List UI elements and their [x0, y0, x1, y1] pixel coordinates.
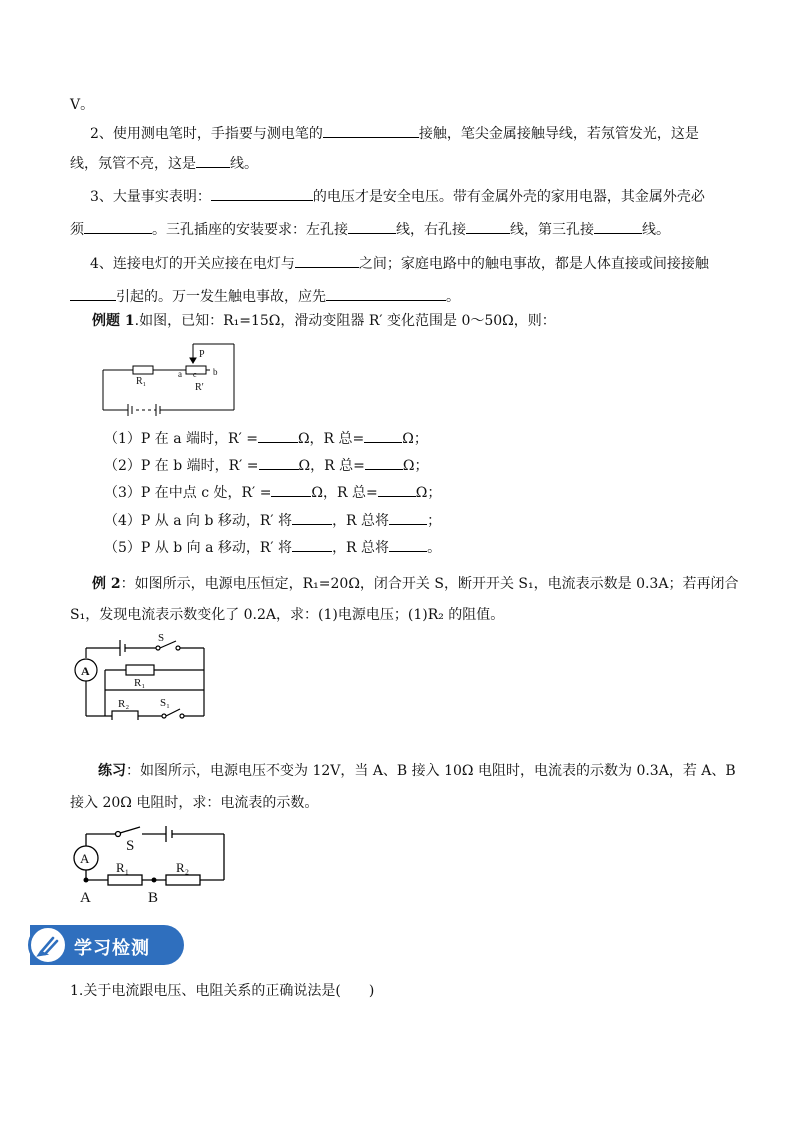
- label-s: S: [126, 838, 135, 854]
- pencil-icon: [28, 925, 68, 965]
- label-r-prime: R′: [195, 382, 204, 393]
- q3-text-d: 。三孔插座的安装要求：左孔接: [152, 222, 348, 238]
- section-title: 学习检测: [74, 938, 150, 959]
- q3-text-e: 线，右孔接: [396, 222, 466, 238]
- label-b: b: [213, 367, 218, 377]
- example-2-text-1: ：如图所示，电源电压恒定，R₁=20Ω，闭合开关 S，断开开关 S₁，电流表示数是 0.3A；若再闭合: [120, 576, 739, 592]
- example-1-prompt: [92, 312, 556, 330]
- blank[interactable]: [389, 511, 427, 525]
- example-1-circuit-diagram: [98, 340, 238, 416]
- example-2-label: 例 2: [92, 576, 121, 592]
- label-r1: R₁: [136, 376, 147, 387]
- q3-text-b: 的电压才是安全电压。带有金属外壳的家用电器，其金属外壳必: [312, 189, 705, 205]
- example-2-circuit-diagram: [72, 632, 212, 720]
- item-text-b: ，R 总将: [332, 540, 390, 556]
- blank[interactable]: [326, 287, 446, 301]
- practice-line-2: 接入 20Ω 电阻时，求：电流表的示数。: [70, 795, 319, 811]
- example-2-line-2: S₁，发现电流表示数变化了 0.2A，求：(1)电源电压；(1)R₂ 的阻值。: [70, 607, 505, 623]
- example-1-item-4: [104, 511, 441, 530]
- q4-text-a: 4、连接电灯的开关应接在电灯与: [90, 256, 295, 272]
- ammeter-label: A: [80, 851, 90, 866]
- section-banner: [30, 925, 184, 965]
- item-text-c: Ω；: [402, 431, 428, 447]
- q2-text-c: 线，氖管不亮，这是: [70, 156, 196, 172]
- question-2-line-2: [70, 154, 258, 173]
- label-r2: R₂: [118, 698, 130, 710]
- blank[interactable]: [292, 511, 332, 525]
- q4-text-c: 引起的。万一发生触电事故，应先: [116, 289, 326, 305]
- item-text-a: （2）P 在 b 端时，R′ =: [104, 458, 259, 474]
- blank[interactable]: [365, 456, 403, 470]
- example-1-item-3: [104, 483, 441, 502]
- example-1-item-2: [104, 456, 429, 475]
- blank[interactable]: [389, 538, 427, 552]
- label-s1: S₁: [160, 697, 170, 709]
- item-text-c: 。: [427, 540, 442, 556]
- blank[interactable]: [259, 456, 299, 470]
- label-r1: R₁: [116, 860, 130, 875]
- blank[interactable]: [378, 483, 416, 497]
- example-1-label: 例题 1: [92, 313, 135, 329]
- question-2-line-1: [90, 124, 699, 143]
- question-3-line-1: [90, 187, 705, 206]
- question-4-line-1: [90, 254, 709, 273]
- q3-text-c: 须: [70, 222, 84, 238]
- practice-circuit-diagram: [70, 820, 230, 906]
- blank[interactable]: [84, 220, 152, 234]
- blank[interactable]: [211, 187, 313, 201]
- practice-label: 练习: [98, 763, 126, 779]
- label-c: c: [193, 370, 197, 379]
- label-a: a: [178, 369, 182, 379]
- blank[interactable]: [295, 254, 359, 268]
- q2-text-d: 线。: [230, 156, 258, 172]
- item-text-c: Ω；: [402, 458, 429, 474]
- blank[interactable]: [292, 538, 332, 552]
- item-text-c: Ω；: [415, 485, 442, 501]
- item-text-a: （4）P 从 a 向 b 移动，R′ 将: [104, 513, 293, 529]
- point-b-label: B: [148, 890, 159, 906]
- q2-text-a: 2、使用测电笔时，手指要与测电笔的: [90, 126, 323, 142]
- blank[interactable]: [323, 124, 419, 138]
- blank[interactable]: [364, 429, 402, 443]
- item-text-b: ，R 总将: [332, 513, 390, 529]
- question-4-line-2: [70, 287, 460, 306]
- q4-text-b: 之间；家庭电路中的触电事故，都是人体直接或间接接触: [358, 256, 709, 272]
- blank[interactable]: [348, 220, 396, 234]
- practice-text-1: ：如图所示，电源电压不变为 12V，当 A、B 接入 10Ω 电阻时，电流表的示数为 0.3A，若 A、B: [126, 763, 736, 779]
- blank[interactable]: [70, 287, 116, 301]
- example-1-item-1: [104, 429, 428, 448]
- blank[interactable]: [594, 220, 642, 234]
- label-r1: R₁: [134, 677, 146, 689]
- quiz-question-1: 1.关于电流跟电压、电阻关系的正确说法是( ): [70, 983, 375, 999]
- item-text-c: ；: [427, 513, 442, 529]
- practice-line-1: [98, 762, 736, 780]
- item-text-a: （3）P 在中点 c 处，R′ =: [104, 485, 272, 501]
- q2-text-b: 接触，笔尖金属接触导线，若氖管发光，这是: [418, 126, 699, 142]
- blank[interactable]: [466, 220, 510, 234]
- blank[interactable]: [271, 483, 311, 497]
- item-text-b: Ω，R 总=: [298, 458, 365, 474]
- blank[interactable]: [196, 154, 230, 168]
- q1-tail: V。: [70, 97, 95, 113]
- blank[interactable]: [258, 429, 298, 443]
- example-1-text: .如图，已知：R₁=15Ω，滑动变阻器 R′ 变化范围是 0～50Ω，则：: [134, 313, 556, 329]
- q3-text-a: 3、大量事实表明：: [90, 189, 211, 205]
- point-a-label: A: [80, 890, 91, 906]
- label-r2: R₂: [176, 860, 190, 875]
- item-text-b: Ω，R 总=: [311, 485, 378, 501]
- q4-text-d: 。: [446, 289, 460, 305]
- item-text-a: （1）P 在 a 端时，R′ =: [104, 431, 258, 447]
- label-s: S: [158, 632, 165, 644]
- question-3-line-2: [70, 220, 670, 239]
- label-p: P: [199, 349, 205, 360]
- item-text-a: （5）P 从 b 向 a 移动，R′ 将: [104, 540, 293, 556]
- ammeter-label: A: [81, 664, 90, 678]
- q3-text-g: 线。: [642, 222, 670, 238]
- example-2-line-1: [92, 575, 738, 593]
- example-1-item-5: [104, 538, 441, 557]
- item-text-b: Ω，R 总=: [297, 431, 365, 447]
- q3-text-f: 线，第三孔接: [510, 222, 594, 238]
